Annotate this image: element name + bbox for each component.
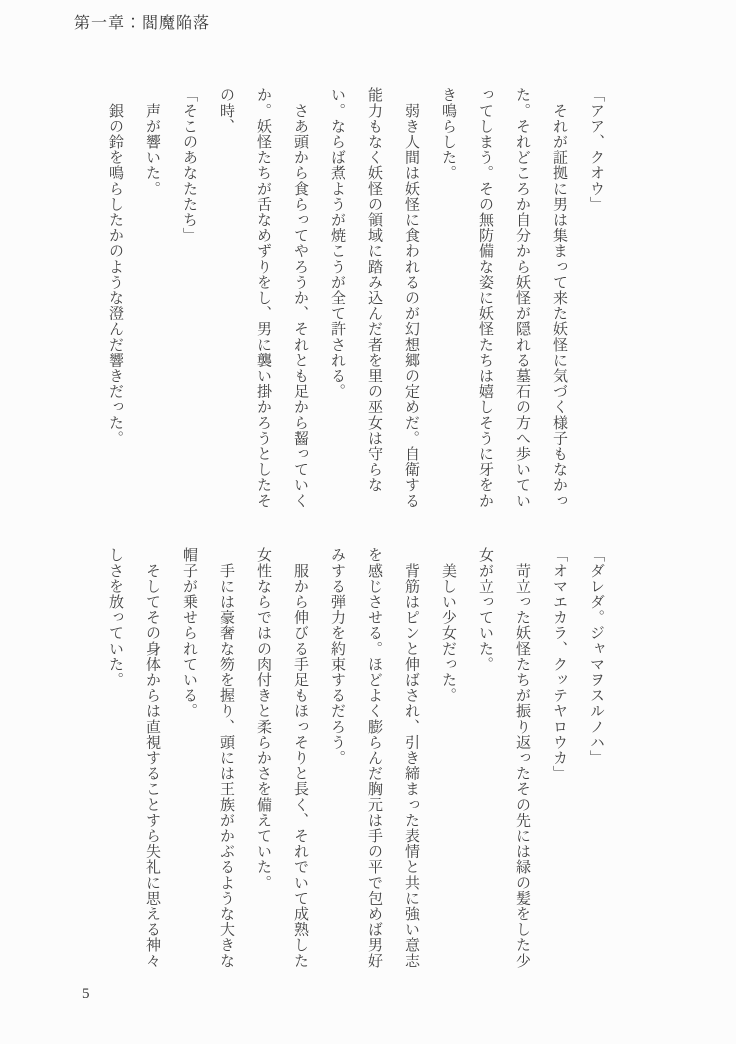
text-line: さあ頭から食らってやろうか、それとも足から齧っていく xyxy=(292,87,308,509)
text-line: 美しい少女だった。 xyxy=(440,547,456,703)
text-block-top xyxy=(96,87,614,529)
text-line: 能力もなく妖怪の領域に踏み込んだ者を里の巫女は守らな xyxy=(366,87,382,493)
text-line: の時、 xyxy=(218,87,234,134)
chapter-header: 第一章：閻魔陥落 xyxy=(74,15,211,32)
text-line: 「オマエカラ、クッテヤロウカ」 xyxy=(551,547,567,781)
text-line: 「ダレダ。ジャマヲスルノハ」 xyxy=(588,547,604,766)
text-line: 「アア、クオウ」 xyxy=(588,87,604,212)
text-line: か。妖怪たちが舌なめずりをし、男に襲い掛かろうとしたそ xyxy=(255,87,271,509)
text-line: ってしまう。その無防備な姿に妖怪たちは嬉しそうに牙をか xyxy=(477,87,493,509)
text-block-bottom xyxy=(96,547,614,989)
text-line: た。それどころか自分から妖怪が隠れる墓石の方へ歩いてい xyxy=(514,87,530,509)
text-line: 女性ならではの肉付きと柔らかさを備えていた。 xyxy=(255,547,271,891)
text-line: 「そこのあなたたち」 xyxy=(181,87,197,243)
text-line: そしてその身体からは直視することすら失礼に思える神々 xyxy=(144,547,160,969)
text-line: 背筋はピンと伸ばされ、引き締まった表情と共に強い意志 xyxy=(403,547,419,969)
text-line: 服から伸びる手足もほっそりと長く、それでいて成熟した xyxy=(292,547,308,969)
text-line: 帽子が乗せられている。 xyxy=(181,547,197,719)
text-line: い。ならば煮ようが焼こうが全て許される。 xyxy=(329,87,345,399)
text-line: 苛立った妖怪たちが振り返ったその先には緑の髪をした少 xyxy=(514,547,530,969)
page-number: 5 xyxy=(82,986,90,1002)
text-line: 銀の鈴を鳴らしたかのような澄んだ響きだった。 xyxy=(107,87,123,446)
text-line: みする弾力を約束するだろう。 xyxy=(329,547,345,766)
text-line: き鳴らした。 xyxy=(440,87,456,181)
text-line: 手には豪奢な笏を握り、頭には王族がかぶるような大きな xyxy=(218,547,234,969)
text-line: 声が響いた。 xyxy=(144,87,160,197)
text-line: 弱き人間は妖怪に食われるのが幻想郷の定めだ。自衛する xyxy=(403,87,419,509)
text-line: 女が立っていた。 xyxy=(477,547,493,672)
text-line: それが証拠に男は集まって来た妖怪に気づく様子もなかっ xyxy=(551,87,567,509)
text-line: を感じさせる。ほどよく膨らんだ胸元は手の平で包めば男好 xyxy=(366,547,382,969)
text-line: しさを放っていた。 xyxy=(107,547,123,688)
